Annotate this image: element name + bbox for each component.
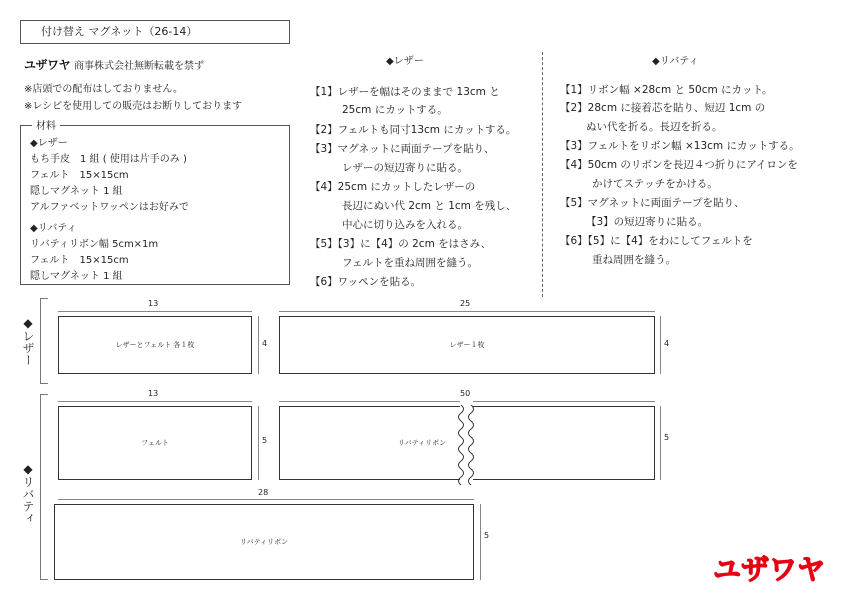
leather-section-label: ◆レザー <box>21 316 35 366</box>
leather-steps-head: ◆レザー <box>386 56 424 67</box>
column-divider <box>542 52 543 297</box>
dim-height: 4 <box>262 339 268 348</box>
break-mark <box>456 400 478 486</box>
liberty-steps-head: ◆リバティ <box>652 56 699 67</box>
pattern-piece-label: レザー１枚 <box>449 341 485 349</box>
step-line: 【1】レザーを幅はそのままで 13cm と <box>310 86 500 98</box>
dim-line <box>660 406 661 480</box>
pattern-piece-label: リバティリボン <box>397 439 447 447</box>
dim-height: 5 <box>262 436 268 445</box>
materials-liberty-head: ◆リバティ <box>30 223 77 234</box>
liberty-section-label: ◆リバティ <box>21 462 35 524</box>
leather-section-bracket <box>40 298 48 384</box>
materials-item: リバティリボン幅 5cm×1m <box>30 239 159 250</box>
dim-line <box>58 499 474 500</box>
step-line: 【1】リボン幅 ×28cm と 50cm にカット。 <box>560 84 773 96</box>
dim-line <box>258 316 259 374</box>
dim-height: 5 <box>664 433 670 442</box>
materials-item: もち手皮 1 組 ( 使用は片手のみ ) <box>30 154 187 165</box>
step-line: 【3】フェルトをリボン幅 ×13cm にカットする。 <box>560 140 800 152</box>
step-line: 重ね周囲を縫う。 <box>592 254 676 266</box>
page-title: 付け替え マグネット（26-14） <box>20 20 290 44</box>
step-line: 【4】50cm のリボンを長辺４つ折りにアイロンを <box>560 159 798 171</box>
pattern-piece-label: レザーとフェルト 各１枚 <box>115 341 195 349</box>
copyright-text: 商事株式会社無断転載を禁ず <box>74 61 205 72</box>
dim-line <box>258 406 259 480</box>
brand-logo-text: ユザワヤ <box>712 553 826 586</box>
step-line: ぬい代を折る。長辺を折る。 <box>586 121 723 133</box>
dim-width: 25 <box>460 299 471 308</box>
dim-height: 4 <box>664 339 670 348</box>
note-line: ※店頭での配布はしておりません。 <box>24 84 183 95</box>
dim-width: 50 <box>460 389 471 398</box>
step-line: 25cm にカットする。 <box>342 104 448 116</box>
step-line: 【3】の短辺寄りに貼る。 <box>586 216 709 228</box>
materials-item: フェルト 15×15cm <box>30 170 129 181</box>
materials-leather-head: ◆レザー <box>30 138 68 149</box>
dim-line <box>660 316 661 374</box>
step-line: 【5】【3】に【4】の 2cm をはさみ、 <box>310 238 492 250</box>
step-line: 中心に切り込みを入れる。 <box>342 219 468 231</box>
materials-label: 材料 <box>32 117 60 132</box>
copyright-notice <box>24 56 204 73</box>
step-line: 【3】マグネットに両面テープを貼り、 <box>310 143 495 155</box>
dim-line <box>58 311 252 312</box>
step-line: 【6】【5】に【4】をわにしてフェルトを <box>560 235 753 247</box>
dim-width: 13 <box>148 299 159 308</box>
brand-small-logo: ユザワヤ <box>24 58 71 72</box>
materials-item: 隠しマグネット 1 組 <box>30 186 123 197</box>
pattern-piece <box>279 316 655 374</box>
materials-item: 隠しマグネット 1 組 <box>30 271 123 282</box>
step-line: 【6】ワッペンを貼る。 <box>310 276 422 288</box>
dim-line <box>480 504 481 580</box>
dim-height: 5 <box>484 531 490 540</box>
dim-width: 13 <box>148 389 159 398</box>
step-line: 【4】25cm にカットしたレザーの <box>310 181 476 193</box>
step-line: かけてステッチをかける。 <box>592 178 718 190</box>
step-line: レザーの短辺寄りに貼る。 <box>342 162 468 174</box>
step-line: 【2】フェルトも同寸13cm にカットする。 <box>310 124 517 136</box>
dim-line <box>279 311 655 312</box>
liberty-section-bracket <box>40 394 48 580</box>
dim-line <box>58 401 252 402</box>
pattern-piece-label: フェルト <box>141 439 169 447</box>
yuzawaya-logo <box>710 550 828 586</box>
dim-width: 28 <box>258 488 269 497</box>
pattern-piece <box>58 406 252 480</box>
step-line: フェルトを重ね周囲を縫う。 <box>342 257 478 269</box>
step-line: 【5】マグネットに両面テープを貼り、 <box>560 197 745 209</box>
pattern-piece <box>58 316 252 374</box>
materials-item: アルファベットワッペンはお好みで <box>30 202 189 213</box>
materials-item: フェルト 15×15cm <box>30 255 129 266</box>
note-line: ※レシピを使用しての販売はお断りしております <box>24 101 243 112</box>
pattern-piece <box>54 504 474 580</box>
step-line: 長辺にぬい代 2cm と 1cm を残し、 <box>342 200 517 212</box>
pattern-piece-label: リバティリボン <box>239 538 289 546</box>
step-line: 【2】28cm に接着芯を貼り、短辺 1cm の <box>560 102 766 114</box>
